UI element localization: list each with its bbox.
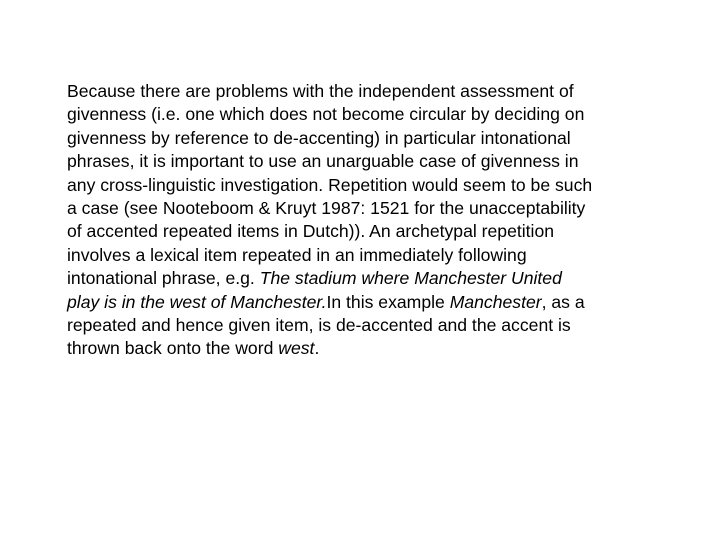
- paragraph-line-1: Because there are problems with the independent assessment of: [67, 81, 574, 101]
- paragraph-line-4: phrases, it is important to use an unarguable case of givenness in: [67, 151, 579, 172]
- paragraph-line-3: givenness by reference to de-accenting) in particular intonational: [67, 127, 571, 148]
- body-paragraph: [67, 80, 692, 361]
- paragraph-line-7: of accented repeated items in Dutch)). An archetypal repetition: [67, 221, 555, 242]
- paragraph-line-10: [67, 291, 692, 314]
- line-12-text: thrown back onto the word: [67, 338, 279, 359]
- paragraph-line-8: involves a lexical item repeated in an immediately following: [67, 244, 527, 265]
- term-manchester: Manchester: [449, 291, 542, 312]
- term-west: west: [278, 338, 315, 359]
- paragraph-line-5: any cross-linguistic investigation. Repetition would seem to be such: [67, 174, 593, 195]
- line-12-period: .: [314, 338, 320, 359]
- paragraph-line-11: repeated and hence given item, is de-accented and the accent is: [67, 315, 571, 336]
- line-10-tail: , as a: [541, 291, 585, 312]
- paragraph-line-6: a case (see Nooteboom & Kruyt 1987: 1521 for the unacceptability: [67, 198, 586, 219]
- example-sentence-start: The stadium where Manchester United: [259, 268, 562, 289]
- paragraph-line-12: [67, 337, 692, 360]
- line-10-text: In this example: [326, 291, 450, 312]
- paragraph-line-2: givenness (i.e. one which does not become circular by deciding on: [67, 104, 585, 125]
- paragraph-line-9: [67, 267, 692, 290]
- example-sentence-end: play is in the west of Manchester.: [67, 291, 327, 312]
- line-9-text: intonational phrase, e.g.: [67, 268, 260, 289]
